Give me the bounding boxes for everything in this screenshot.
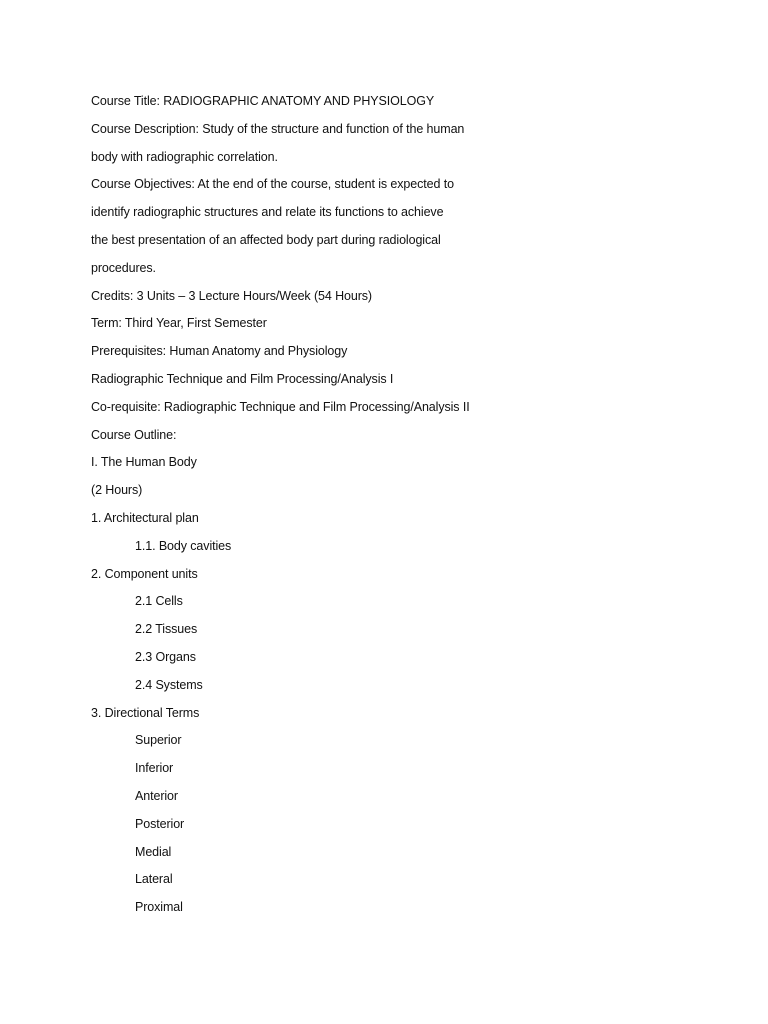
corequisite-line: Co-requisite: Radiographic Technique and Film Processing/Analysis II — [91, 399, 470, 414]
prerequisites-line: Radiographic Technique and Film Processing/Analysis I — [91, 371, 394, 386]
syllabus-text — [91, 88, 711, 922]
course-description-line: body with radiographic correlation. — [91, 149, 278, 164]
outline-subitem: 2.3 Organs — [135, 649, 196, 664]
outline-subitem: 2.2 Tissues — [135, 622, 198, 637]
outline-section-heading: I. The Human Body — [91, 455, 197, 470]
outline-section-hours: (2 Hours) — [91, 483, 143, 498]
outline-subitem: Posterior — [135, 816, 185, 831]
course-objectives-line: the best presentation of an affected body part during radiological — [91, 232, 441, 247]
term-line: Term: Third Year, First Semester — [91, 316, 267, 331]
outline-subitem: Anterior — [135, 788, 178, 803]
outline-item: 3. Directional Terms — [91, 705, 200, 720]
prerequisites-line: Prerequisites: Human Anatomy and Physiology — [91, 344, 348, 359]
outline-subitem: Medial — [135, 844, 172, 859]
outline-subitem: 2.1 Cells — [135, 594, 183, 609]
outline-item: 2. Component units — [91, 566, 198, 581]
outline-subitem: 2.4 Systems — [135, 677, 203, 692]
outline-subitem: Superior — [135, 733, 182, 748]
course-outline-heading: Course Outline: — [91, 427, 177, 442]
outline-item: 1. Architectural plan — [91, 510, 199, 525]
outline-subitem: 1.1. Body cavities — [135, 538, 232, 553]
course-title: Course Title: RADIOGRAPHIC ANATOMY AND PHYSIOLOGY — [91, 94, 435, 108]
course-objectives-line: Course Objectives: At the end of the course, student is expected to — [91, 177, 454, 192]
outline-subitem: Proximal — [135, 900, 183, 915]
course-description-line: Course Description: Study of the structure and function of the human — [91, 121, 465, 136]
outline-subitem: Lateral — [135, 872, 173, 887]
credits-line: Credits: 3 Units – 3 Lecture Hours/Week (54 Hours) — [91, 288, 372, 303]
course-objectives-line: identify radiographic structures and relate its functions to achieve — [91, 205, 444, 220]
outline-subitem: Inferior — [135, 761, 174, 776]
course-objectives-line: procedures. — [91, 260, 156, 275]
